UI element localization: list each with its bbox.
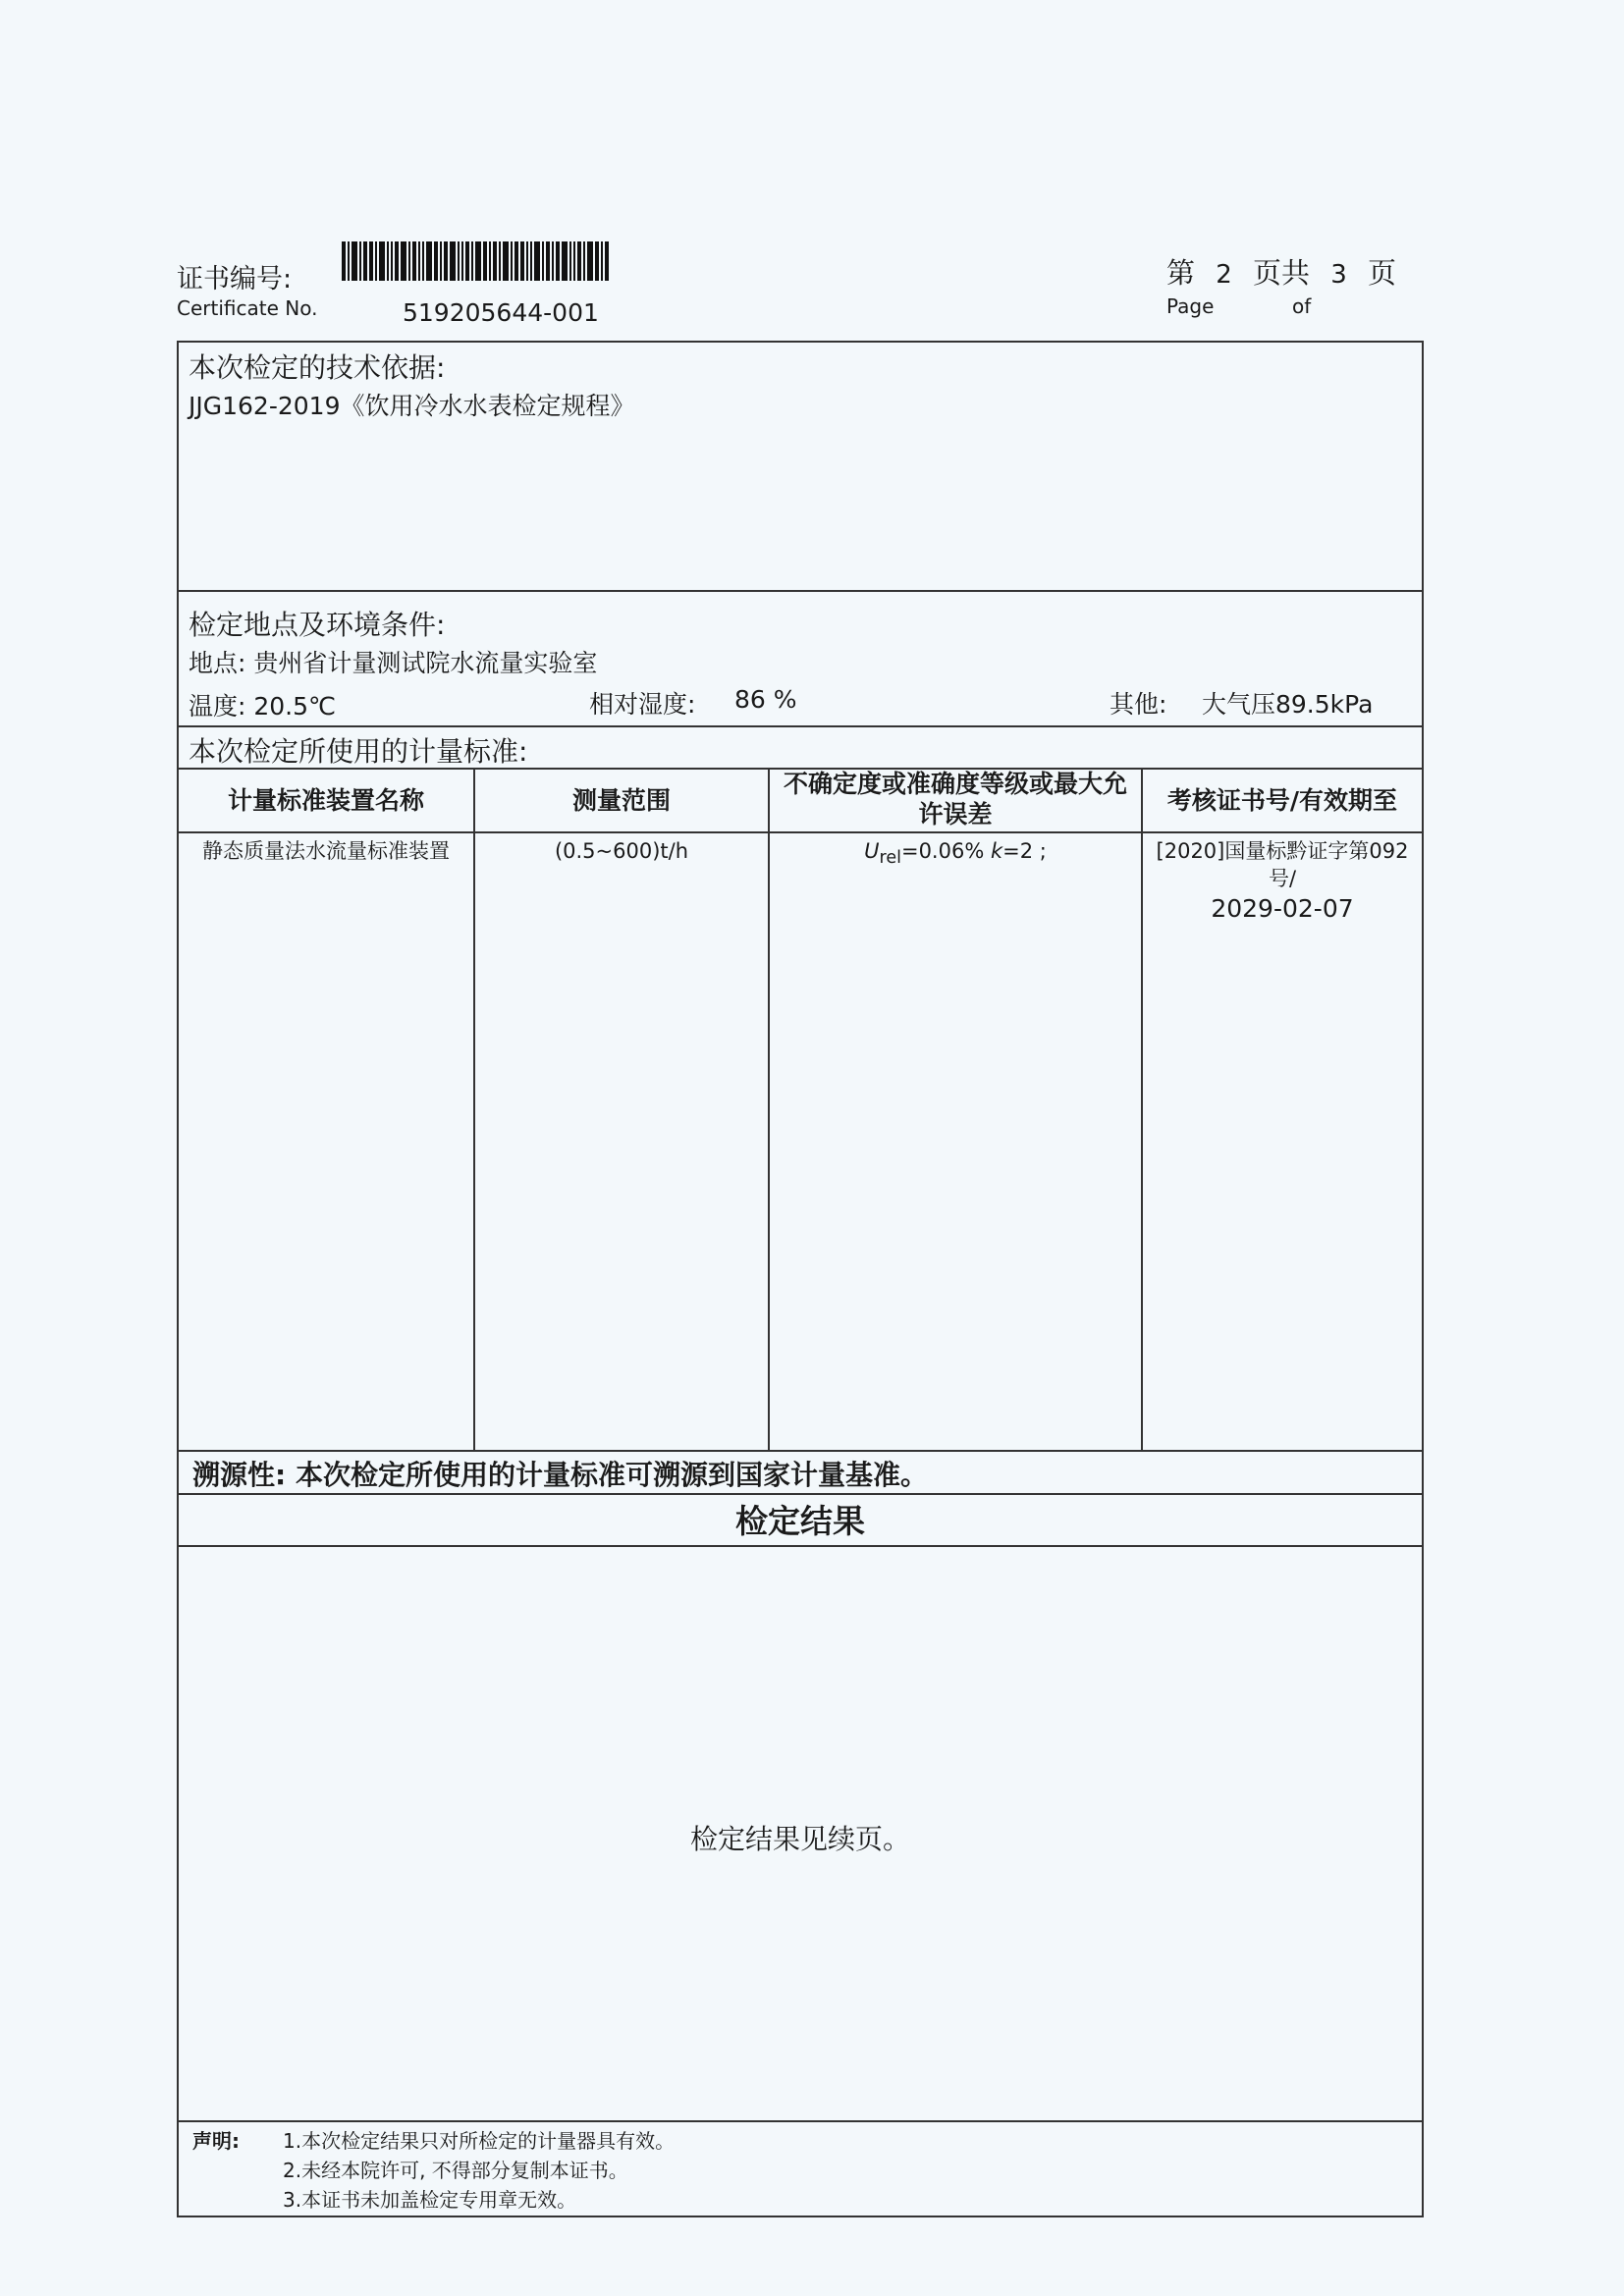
barcode-bar	[426, 241, 432, 281]
barcode-bar	[401, 241, 406, 281]
barcode-bar	[387, 241, 389, 281]
barcode-bar	[483, 241, 487, 281]
barcode-bar	[569, 241, 571, 281]
barcode-bar	[552, 241, 554, 281]
td-valid-until: 2029-02-07	[1211, 894, 1354, 923]
traceability-text: 溯源性: 本次检定所使用的计量标准可溯源到国家计量基准。	[192, 1459, 928, 1491]
barcode-image	[342, 241, 654, 281]
page-en: Page	[1166, 294, 1215, 318]
barcode-bar	[391, 241, 393, 281]
basis-text: JJG162-2019《饮用冷水水表检定规程》	[189, 392, 635, 420]
page-current: 2	[1216, 260, 1232, 290]
barcode-bar	[471, 241, 473, 281]
th-certificate: 考核证书号/有效期至	[1166, 786, 1398, 815]
barcode-bar	[595, 241, 599, 281]
barcode-bar	[418, 241, 420, 281]
barcode-bar	[514, 241, 518, 281]
barcode-bar	[369, 241, 373, 281]
page-indicator	[1166, 251, 1396, 292]
humidity-value: 86 %	[734, 685, 797, 714]
declaration-item: 1.本次检定结果只对所检定的计量器具有效。	[283, 2129, 676, 2153]
standards-title: 本次检定所使用的计量标准:	[189, 735, 528, 768]
table-header-divider	[177, 831, 1424, 833]
declaration-label: 声明:	[192, 2129, 240, 2153]
barcode-bar	[461, 241, 463, 281]
barcode-bar	[444, 241, 448, 281]
location-temperature: 温度: 20.5℃	[189, 692, 337, 721]
divider	[177, 1545, 1424, 1547]
barcode-bar	[542, 241, 544, 281]
barcode-bar	[434, 241, 438, 281]
barcode-bar	[440, 241, 442, 281]
barcode-bar	[534, 241, 540, 281]
barcode-bar	[375, 241, 377, 281]
th-uncertainty: 不确定度或准确度等级或最大允许误差	[783, 770, 1127, 828]
result-title: 检定结果	[735, 1502, 865, 1540]
humidity-label: 相对湿度:	[589, 690, 696, 719]
barcode-bar	[583, 241, 585, 281]
page-di: 第	[1166, 256, 1196, 290]
barcode-bar	[348, 241, 350, 281]
declaration-item: 2.未经本院许可, 不得部分复制本证书。	[283, 2159, 628, 2182]
page-total: 3	[1330, 260, 1347, 290]
other-value: 大气压89.5kPa	[1202, 690, 1374, 719]
result-text: 检定结果见续页。	[689, 1823, 910, 1855]
page-ye-gong: 页共	[1253, 256, 1311, 290]
location-place: 地点: 贵州省计量测试院水流量实验室	[189, 649, 598, 677]
barcode-bar	[573, 241, 575, 281]
barcode-bar	[601, 241, 603, 281]
th-range: 测量范围	[571, 786, 671, 815]
k-value: =2 ;	[1002, 839, 1047, 863]
barcode-bar	[520, 241, 524, 281]
th-standard-name: 计量标准装置名称	[227, 786, 424, 815]
td-standard-name: 静态质量法水流量标准装置	[202, 839, 450, 863]
barcode-bar	[450, 241, 456, 281]
of-en: of	[1292, 294, 1312, 318]
barcode-bar	[546, 241, 550, 281]
u-symbol: U	[864, 839, 880, 863]
barcode-bar	[530, 241, 532, 281]
cert-number: 519205644-001	[403, 298, 599, 327]
barcode-bar	[379, 241, 385, 281]
barcode-bar	[342, 241, 346, 281]
other-label: 其他:	[1110, 690, 1167, 719]
k-symbol: k	[990, 839, 1003, 863]
barcode-bar	[408, 241, 410, 281]
barcode-bar	[503, 241, 509, 281]
barcode-bar	[511, 241, 513, 281]
barcode-bar	[577, 241, 581, 281]
td-uncertainty	[770, 837, 1141, 872]
barcode-bar	[458, 241, 460, 281]
divider	[177, 725, 1424, 727]
col-divider	[1141, 768, 1143, 1451]
barcode-bar	[395, 241, 399, 281]
divider	[177, 1493, 1424, 1495]
divider	[177, 2120, 1424, 2122]
cert-label-en: Certificate No.	[177, 296, 318, 320]
barcode-bar	[556, 241, 560, 281]
barcode-bar	[493, 241, 497, 281]
barcode-bar	[352, 241, 357, 281]
page-ye: 页	[1368, 256, 1397, 290]
location-title: 检定地点及环境条件:	[189, 609, 446, 641]
barcode-bar	[412, 241, 416, 281]
col-divider	[473, 768, 475, 1451]
barcode-bar	[465, 241, 469, 281]
u-subscript: rel	[879, 848, 901, 869]
declaration-item: 3.本证书未加盖检定专用章无效。	[283, 2188, 577, 2212]
td-cert-no: [2020]国量标黔证字第092号/	[1156, 839, 1409, 890]
barcode-bar	[359, 241, 361, 281]
td-range: (0.5~600)t/h	[554, 839, 689, 863]
u-value: =0.06%	[900, 839, 985, 863]
barcode-bar	[489, 241, 491, 281]
barcode-bar	[363, 241, 367, 281]
divider	[177, 590, 1424, 592]
barcode-bar	[499, 241, 501, 281]
barcode-bar	[605, 241, 609, 281]
barcode-bar	[422, 241, 424, 281]
barcode-bar	[475, 241, 481, 281]
basis-title: 本次检定的技术依据:	[189, 351, 446, 384]
barcode-bar	[562, 241, 568, 281]
cert-label-zh: 证书编号:	[177, 264, 293, 294]
barcode-bar	[587, 241, 593, 281]
divider	[177, 1450, 1424, 1452]
barcode-bar	[526, 241, 528, 281]
